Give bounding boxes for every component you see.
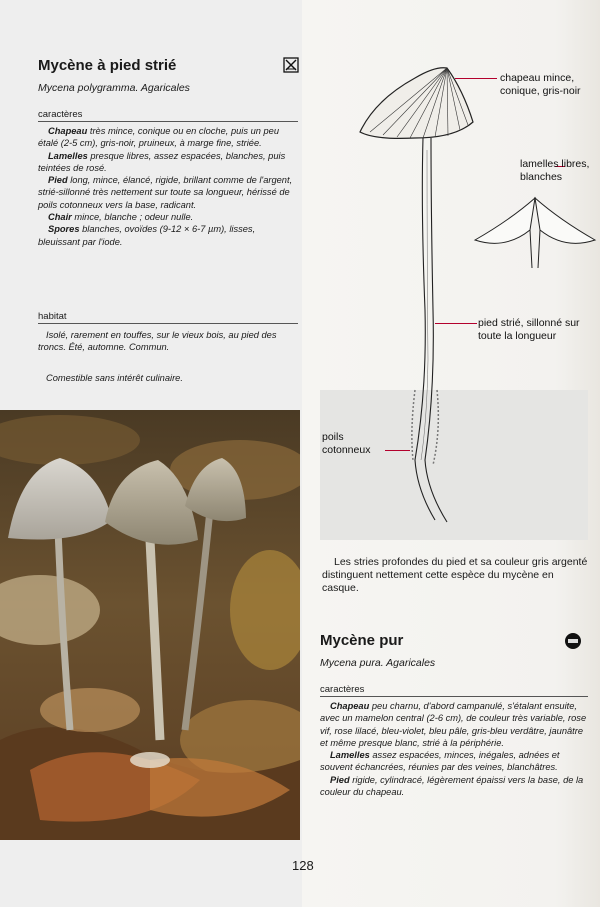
callout-chapeau: chapeau mince, conique, gris-noir — [500, 72, 581, 97]
entry1-habitat-rule — [38, 323, 298, 324]
entry1-lamelles-term: Lamelles — [48, 150, 88, 161]
cross-box-icon — [283, 57, 299, 78]
entry1-pied-term: Pied — [48, 175, 68, 186]
entry1-lamelles-text: presque libres, assez espacées, blanches, puis teintées de rosé. — [38, 150, 286, 173]
entry1-scientific-name: Mycena polygramma. Agaricales — [38, 82, 190, 94]
entry2-lamelles-term: Lamelles — [330, 750, 370, 761]
entry1-chapeau-term: Chapeau — [48, 126, 88, 136]
entry1-edibility-text: Comestible sans intérêt culinaire. — [46, 373, 183, 383]
gill-detail-illustration — [470, 190, 600, 270]
leader-chapeau — [455, 78, 497, 79]
entry2-description — [320, 700, 588, 798]
entry2-caracteres-label: caractères — [320, 684, 365, 695]
page-number: 128 — [292, 858, 314, 873]
entry1-chair-term: Chair — [48, 212, 72, 223]
entry2-caracteres-rule — [320, 696, 588, 697]
leader-pied — [435, 323, 477, 324]
callout-lamelles: lamelles libres, blanches — [520, 158, 590, 183]
entry1-pied-text: long, mince, élancé, rigide, brillant comme de l'argent, strié-sillonné très nettement sur toute sa longueur, hérissé de poils cotonneux vers la base, radicant. — [38, 175, 293, 210]
entry1-chair-text: mince, blanche ; odeur nulle. — [74, 212, 194, 223]
entry2-lamelles-text: assez espacées, minces, inégales, adnées et souvent échancrées, réunies par des veines, blanchâtres. — [320, 750, 560, 773]
entry2-pied-term: Pied — [330, 774, 350, 785]
callout-pied: pied strié, sillonné sur toute la longueur — [478, 317, 580, 342]
entry1-caracteres-label: caractères — [38, 109, 83, 120]
diagram-caption: Les stries profondes du pied et sa couleur gris argenté distinguent nettement cette espèce du mycène en casque. — [322, 556, 588, 594]
entry1-habitat-label: habitat — [38, 311, 67, 322]
entry2-scientific-name: Mycena pura. Agaricales — [320, 657, 436, 669]
entry1-habitat-text: Isolé, rarement en touffes, sur le vieux bois, au pied des troncs. Été, automne. Commun. — [38, 330, 277, 353]
mushroom-illustration — [355, 60, 595, 540]
entry1-caracteres-rule — [38, 121, 298, 122]
entry1-title: Mycène à pied strié — [38, 57, 177, 74]
entry1-spores-term: Spores — [48, 224, 80, 235]
mushroom-photo — [0, 410, 300, 840]
entry2-pied-text: rigide, cylindracé, légèrement épaissi vers la base, de la couleur du chapeau. — [320, 774, 584, 798]
entry2-title: Mycène pur — [320, 632, 404, 649]
entry2-chapeau-text: peu charnu, d'abord campanulé, s'étalant ensuite, avec un mamelon central (2-6 cm), de couleur très variable, rose vif, rose lilacé, bleu-violet, bleu pâle, gris-bleu verdâtre, jaunâtre et même presque blanc, strié à la périphérie. — [320, 701, 587, 748]
entry1-spores-text: blanches, ovoïdes (9-12 × 6-7 µm), lisses, bleuissant par l'iode. — [38, 224, 256, 247]
entry2-chapeau-term: Chapeau — [330, 701, 370, 711]
entry1-description — [38, 125, 298, 248]
entry1-chapeau-text: très mince, conique ou en cloche, puis un peu étalé (2-5 cm), gris-noir, pruineux, à marge fine, striée. — [38, 126, 280, 149]
minus-circle-icon — [564, 632, 582, 655]
callout-poils: poils cotonneux — [322, 431, 371, 456]
